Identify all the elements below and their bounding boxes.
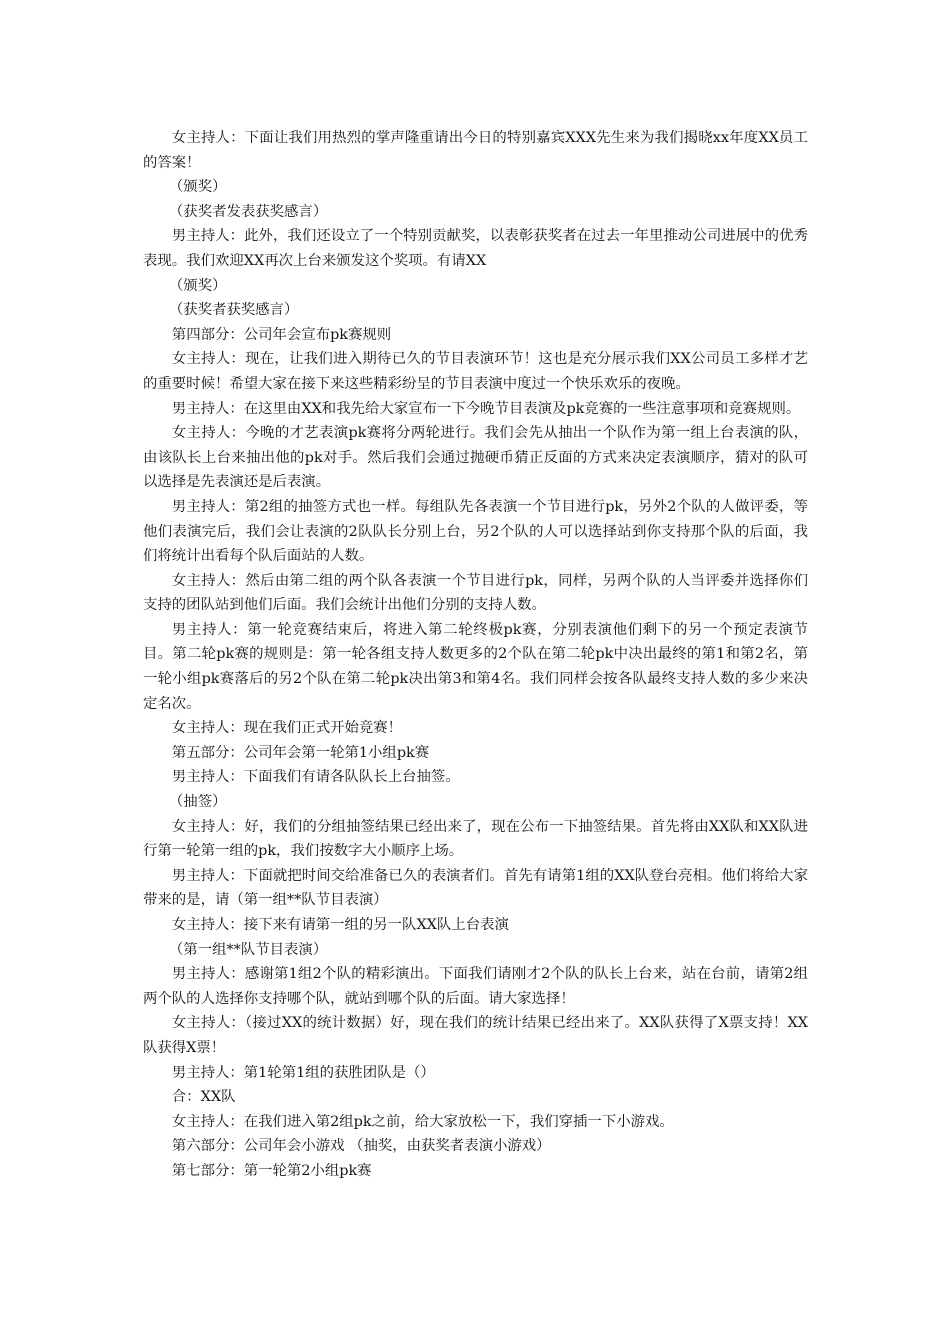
paragraph: 男主持人：第一轮竞赛结束后，将进入第二轮终极pk赛，分别表演他们剩下的另一个预定表演节目。第二轮pk赛的规则是：第一轮各组支持人数更多的2个队在第二轮pk中决出最终的第1和第2名，第一轮小组pk赛落后的另2个队在第二轮pk决出第3和第4名。我们同样会按各队最终支持人数的多少来决定名次。 (143, 621, 808, 712)
paragraph: 女主持人：接下来有请第一组的另一队XX队上台表演 (171, 917, 509, 933)
section-heading: 第七部分：第一轮第2小组pk赛 (171, 1162, 372, 1179)
paragraph: 男主持人：第2组的抽签方式也一样。每组队先各表演一个节目进行pk，另外2个队的人做评委，等他们表演完后，我们会让表演的2队队长分别上台，另2个队的人可以选择站到你支持那个队的后面，我们将统计出看每个队后面站的人数。 (143, 498, 808, 565)
paragraph: 男主持人：第1轮第1组的获胜团队是（） (171, 1064, 435, 1081)
paragraph: 女主持人：现在我们正式开始竞赛！ (171, 720, 403, 737)
stage-direction: （获奖者获奖感言） (168, 302, 299, 319)
stage-direction: （获奖者发表获奖感言） (168, 203, 328, 220)
stage-direction: （抽签） (168, 794, 227, 811)
paragraph: 女主持人：然后由第二组的两个队各表演一个节目进行pk，同样，另两个队的人当评委并选择你们支持的团队站到他们后面。我们会统计出他们分别的支持人数。 (143, 572, 808, 614)
paragraph: 男主持人：此外，我们还设立了一个特别贡献奖，以表彰获奖者在过去一年里推动公司进展中的优秀表现。我们欢迎XX再次上台来颁发这个奖项。有请XX (143, 228, 808, 269)
section-heading: 第四部分：公司年会宣布pk赛规则 (171, 326, 392, 343)
stage-direction: （颁奖） (168, 179, 227, 196)
stage-direction: （第一组**队节目表演） (168, 941, 328, 958)
paragraph: 女主持人：下面让我们用热烈的掌声隆重请出今日的特别嘉宾XXX先生来为我们揭晓xx年度XX员工的答案！ (143, 130, 808, 171)
paragraph: 男主持人：感谢第1组2个队的精彩演出。下面我们请刚才2个队的队长上台来，站在台前，请第2组两个队的人选择你支持哪个队，就站到哪个队的后面。请大家选择！ (143, 966, 808, 1007)
paragraph: 合：XX队 (171, 1089, 236, 1106)
paragraph: 男主持人：下面我们有请各队队长上台抽签。 (171, 769, 460, 786)
paragraph: 男主持人：下面就把时间交给准备已久的表演者们。首先有请第1组的XX队登台亮相。他们将给大家带来的是，请（第一组**队节目表演） (143, 867, 808, 909)
section-heading: 第六部分：公司年会小游戏 （抽奖，由获奖者表演小游戏） (171, 1138, 551, 1155)
paragraph: 女主持人：好，我们的分组抽签结果已经出来了，现在公布一下抽签结果。首先将由XX队和XX队进行第一轮第一组的pk，我们按数字大小顺序上场。 (143, 818, 808, 860)
paragraph: 男主持人：在这里由XX和我先给大家宣布一下今晚节目表演及pk竞赛的一些注意事项和竞赛规则。 (171, 400, 801, 417)
paragraph: 女主持人：（接过XX的统计数据）好，现在我们的统计结果已经出来了。XX队获得了X票支持！XX队获得X票！ (143, 1015, 808, 1056)
paragraph: 女主持人：现在，让我们进入期待已久的节目表演环节！这也是充分展示我们XX公司员工多样才艺的重要时候！希望大家在接下来这些精彩纷呈的节目表演中度过一个快乐欢乐的夜晚。 (143, 351, 808, 392)
paragraph: 女主持人：在我们进入第2组pk之前，给大家放松一下，我们穿插一下小游戏。 (171, 1113, 674, 1130)
section-heading: 第五部分：公司年会第一轮第1小组pk赛 (171, 744, 430, 761)
paragraph: 女主持人：今晚的才艺表演pk赛将分两轮进行。我们会先从抽出一个队作为第一组上台表演的队，由该队长上台来抽出他的pk对手。然后我们会通过抛硬币猜正反面的方式来决定表演顺序，猜对的队可以选择是先表演还是后表演。 (143, 425, 808, 491)
stage-direction: （颁奖） (168, 277, 227, 294)
